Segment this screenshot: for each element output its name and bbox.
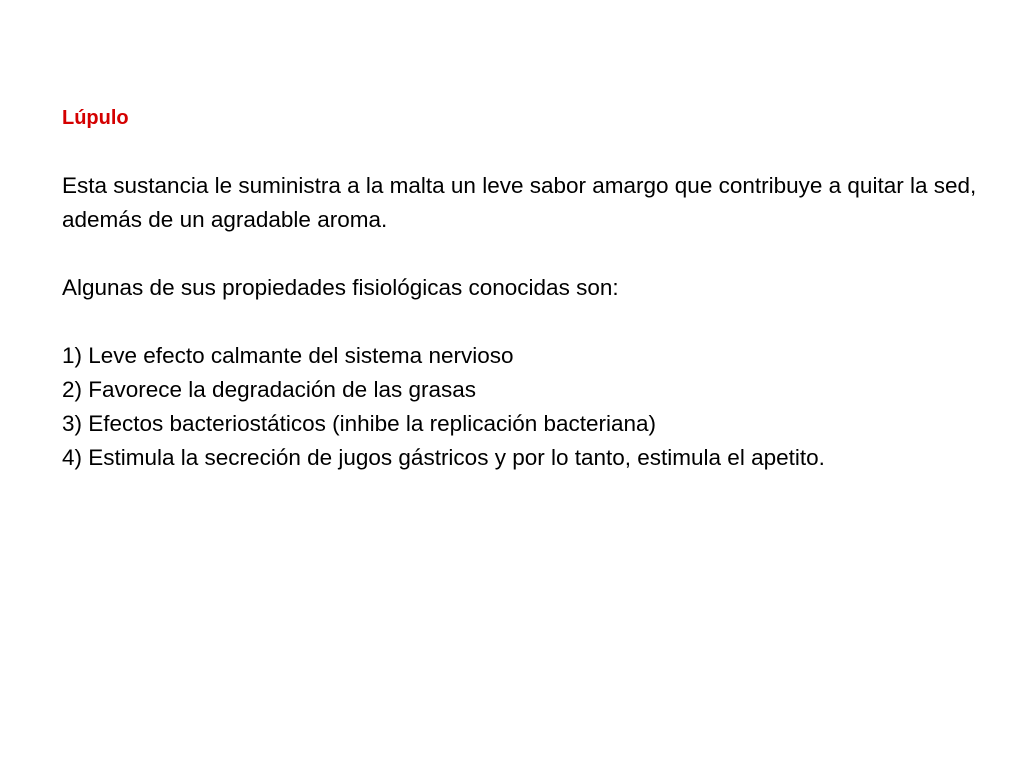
slide-title: Lúpulo (62, 107, 129, 129)
list-item: 4) Estimula la secreción de jugos gástricos y por lo tanto, estimula el apetito. (62, 445, 825, 470)
spacer (62, 135, 992, 169)
list-item: 3) Efectos bacteriostáticos (inhibe la replicación bacteriana) (62, 411, 657, 436)
list-item: 2) Favorece la degradación de las grasas (62, 377, 476, 402)
spacer (62, 237, 992, 271)
slide-content (62, 101, 992, 475)
properties-intro: Algunas de sus propiedades fisiológicas conocidas son: (62, 275, 619, 300)
spacer (62, 305, 992, 339)
properties-list (62, 339, 992, 475)
description-paragraph: Esta sustancia le suministra a la malta un leve sabor amargo que contribuye a quitar la sed, además de un agradable aroma. (62, 173, 977, 232)
list-item: 1) Leve efecto calmante del sistema nervioso (62, 343, 514, 368)
